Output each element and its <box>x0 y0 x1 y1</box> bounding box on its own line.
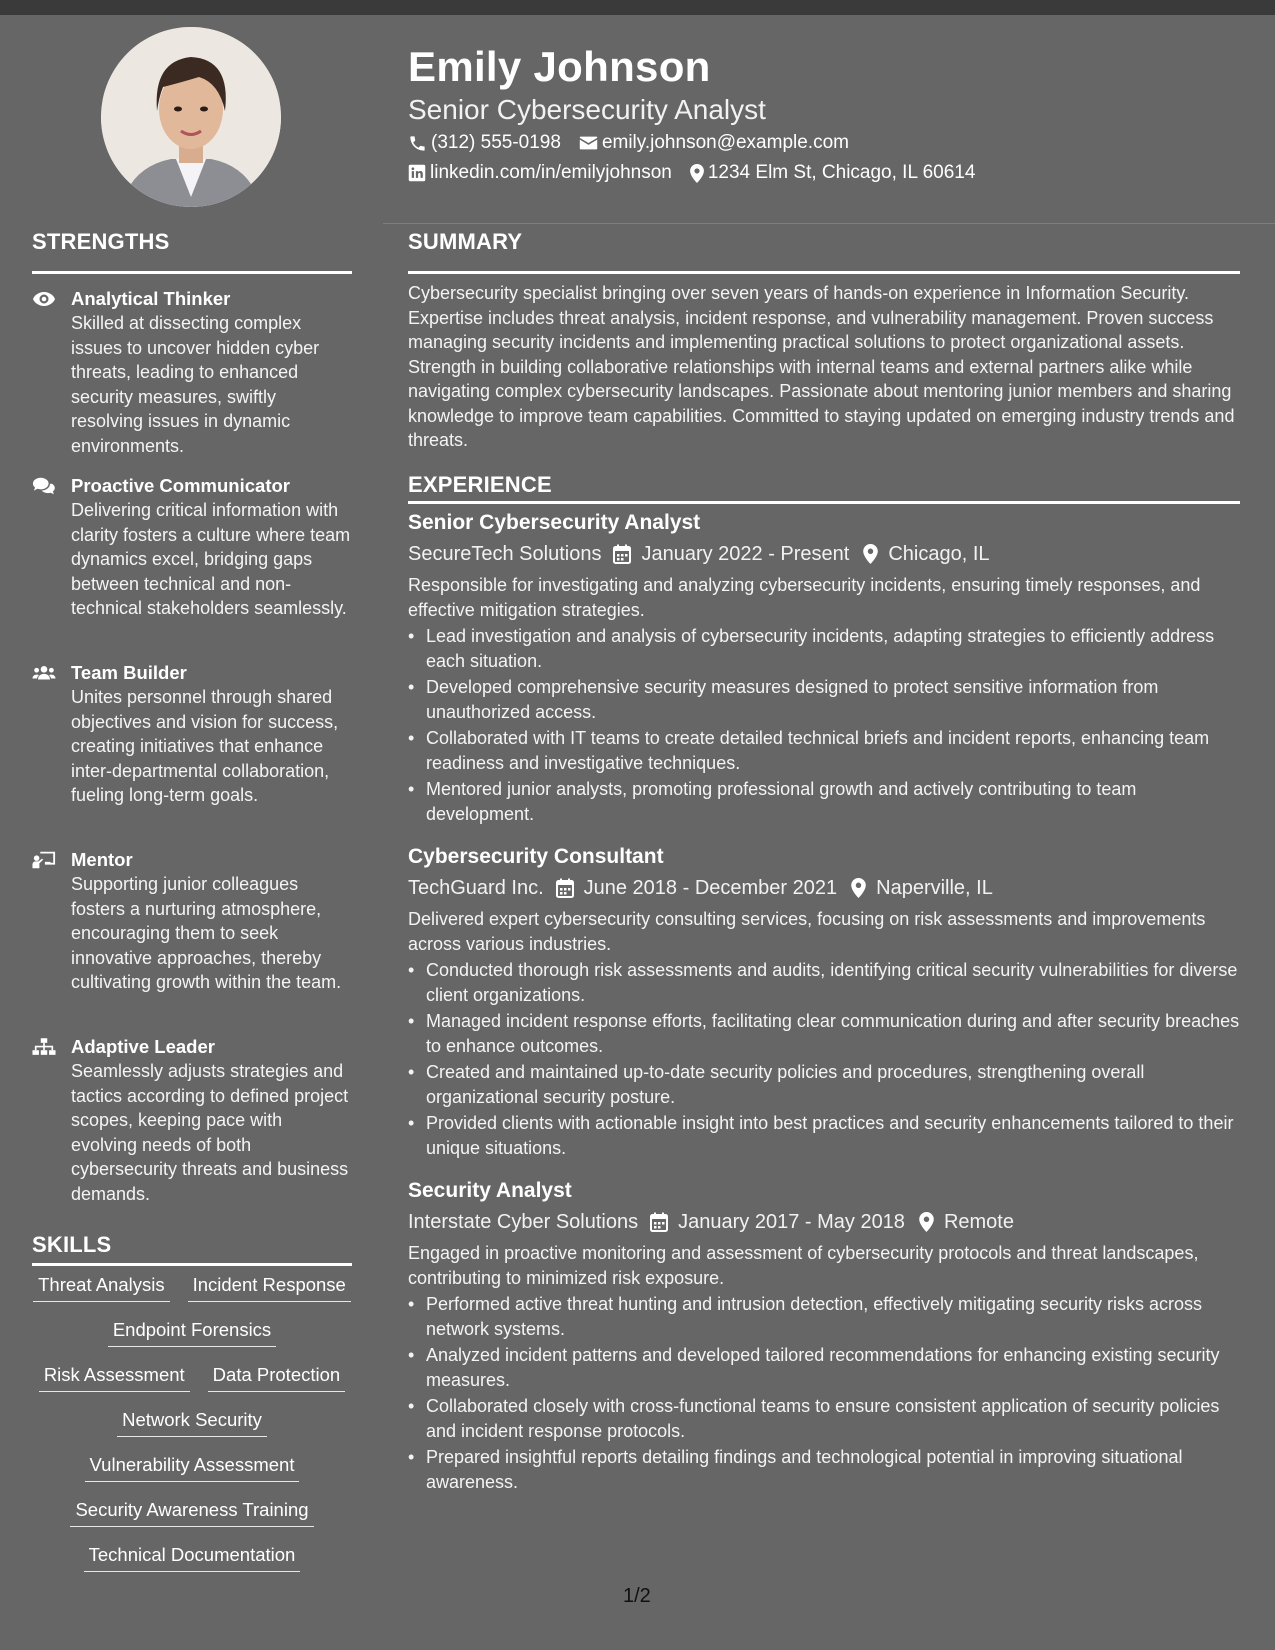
skills-heading: SKILLS <box>32 1232 112 1257</box>
job-dates: January 2022 - Present <box>641 543 850 565</box>
map-marker-icon <box>690 164 704 183</box>
strength-title: Analytical Thinker <box>71 288 231 309</box>
strength-item <box>32 848 352 995</box>
strength-desc: Unites personnel through shared objectives and vision for success, creating initiatives that enhance inter-departmental collaboration, fueling long-term goals. <box>71 687 339 805</box>
job-description: Responsible for investigating and analyzing cybersecurity incidents, ensuring timely responses, and effective mitigation strategies. <box>408 575 1201 620</box>
strength-desc: Supporting junior colleagues fosters a nurturing atmosphere, encouraging them to seek innovative approaches, thereby cultivating growth within the team. <box>71 874 342 992</box>
job-title: Cybersecurity Consultant <box>408 845 664 868</box>
skill-row <box>32 1498 352 1543</box>
job-bullet: • Mentored junior analysts, promoting professional growth and actively contributing to team development. <box>426 777 1244 826</box>
experience-heading: EXPERIENCE <box>408 472 552 497</box>
strengths-heading: STRENGTHS <box>32 229 170 254</box>
strength-item <box>32 287 352 458</box>
job-bullets <box>408 1292 1244 1494</box>
job-meta <box>408 539 1244 569</box>
job-bullets <box>408 958 1244 1160</box>
job-title: Security Analyst <box>408 1179 572 1202</box>
job-bullet: • Developed comprehensive security measures designed to protect sensitive information from unauthorized access. <box>426 675 1244 724</box>
phone-text: (312) 555-0198 <box>431 132 561 153</box>
job-description: Engaged in proactive monitoring and assessment of cybersecurity protocols and threat landscapes, contributing to minimized risk exposure. <box>408 1243 1199 1288</box>
job-bullet: • Provided clients with actionable insight into best practices and security enhancements tailored to their unique situations. <box>426 1111 1244 1160</box>
job-company: TechGuard Inc. <box>408 877 544 899</box>
job-dates: January 2017 - May 2018 <box>678 1211 905 1233</box>
strengths-rule <box>32 271 352 274</box>
phone-contact <box>408 131 561 155</box>
envelope-icon <box>579 135 598 151</box>
strength-title: Mentor <box>71 849 133 870</box>
summary-text: Cybersecurity specialist bringing over seven years of hands-on experience in Information Security. Expertise includes threat analysis, incident response, and vulnerability management. Proven success managing security incidents and implementing practical solutions to protect organizational assets. Strength in building collaborative relationships with internal teams and external partners alike while navigating complex cybersecurity landscapes. Passionate about mentoring junior members and sharing knowledge to improve team capabilities. Committed to staying updated on emerging industry trends and threats. <box>408 283 1235 450</box>
job-company: Interstate Cyber Solutions <box>408 1211 639 1233</box>
job-bullet: • Prepared insightful reports detailing findings and technological potential in improving situational awareness. <box>426 1445 1244 1494</box>
email-text: emily.johnson@example.com <box>601 132 849 153</box>
map-marker-icon <box>919 1212 934 1232</box>
map-marker-icon <box>863 544 878 564</box>
candidate-name: Emily Johnson <box>408 43 711 90</box>
job-title: Senior Cybersecurity Analyst <box>408 511 701 534</box>
job-location: Naperville, IL <box>876 877 993 899</box>
calendar-icon <box>650 1212 668 1232</box>
address-contact <box>690 161 976 185</box>
skills-rule <box>32 1263 352 1266</box>
calendar-icon <box>613 544 631 564</box>
skill-tag: Endpoint Forensics <box>108 1318 276 1347</box>
address-text: 1234 Elm St, Chicago, IL 60614 <box>707 162 976 183</box>
strength-desc: Delivering critical information with clarity fosters a culture where team dynamics excel, bridging gaps between technical and non-technical stakeholders seamlessly. <box>71 500 351 618</box>
candidate-title: Senior Cybersecurity Analyst <box>408 94 766 125</box>
summary-heading: SUMMARY <box>408 229 523 254</box>
job-bullet: • Created and maintained up-to-date security policies and procedures, strengthening overall organizational security posture. <box>426 1060 1244 1109</box>
skill-tag: Technical Documentation <box>84 1543 301 1572</box>
linkedin-text: linkedin.com/in/emilyjohnson <box>430 162 672 183</box>
strength-title: Proactive Communicator <box>71 475 290 496</box>
email-contact[interactable] <box>579 131 849 155</box>
job-meta <box>408 873 1244 903</box>
summary-rule <box>408 271 1240 274</box>
skill-row <box>32 1453 352 1498</box>
strength-item <box>32 474 352 621</box>
comments-icon <box>32 476 56 496</box>
job-dates: June 2018 - December 2021 <box>583 877 838 899</box>
skill-row <box>32 1273 352 1318</box>
skill-tag: Security Awareness Training <box>70 1498 313 1527</box>
job-bullet: • Analyzed incident patterns and developed tailored recommendations for enhancing existing security measures. <box>426 1343 1244 1392</box>
skill-tag: Data Protection <box>208 1363 346 1392</box>
job-meta <box>408 1207 1244 1237</box>
map-marker-icon <box>851 878 866 898</box>
job-bullet: • Conducted thorough risk assessments and audits, identifying critical security vulnerabilities for diverse client organizations. <box>426 958 1244 1007</box>
job-bullet: • Performed active threat hunting and intrusion detection, effectively mitigating security risks across network systems. <box>426 1292 1244 1341</box>
job-location: Chicago, IL <box>888 543 990 565</box>
skill-tag: Incident Response <box>188 1273 351 1302</box>
job-bullet: • Collaborated closely with cross-functional teams to ensure consistent application of security policies and incident response protocols. <box>426 1394 1244 1443</box>
job-location: Remote <box>943 1211 1014 1233</box>
resume-page <box>0 15 1275 1650</box>
contact-row-2 <box>408 161 993 185</box>
skill-tag: Network Security <box>117 1408 267 1437</box>
job-description: Delivered expert cybersecurity consulting services, focusing on risk assessments and improvements across various industries. <box>408 909 1206 954</box>
contact-row-1 <box>408 131 867 155</box>
profile-photo <box>101 27 281 207</box>
job-bullet: • Managed incident response efforts, facilitating clear communication during and after security breaches to enhance outcomes. <box>426 1009 1244 1058</box>
chalkboard-teacher-icon <box>32 850 56 870</box>
job-entry <box>408 843 1244 1162</box>
calendar-icon <box>556 878 574 898</box>
skills-list <box>32 1273 352 1588</box>
header-divider <box>383 223 1275 224</box>
users-icon <box>32 663 56 683</box>
skill-row <box>32 1408 352 1453</box>
linkedin-icon <box>408 164 426 182</box>
page-number: 1/2 <box>623 1585 651 1607</box>
skill-tag: Threat Analysis <box>33 1273 169 1302</box>
experience-rule <box>408 501 1240 504</box>
strength-desc: Seamlessly adjusts strategies and tactics according to defined project scopes, keeping pace with evolving needs of both cybersecurity threats and business demands. <box>71 1061 349 1204</box>
skill-row <box>32 1543 352 1588</box>
strength-item <box>32 1035 352 1206</box>
job-entry <box>408 1177 1244 1496</box>
linkedin-contact[interactable] <box>408 161 672 185</box>
eye-icon <box>32 289 56 309</box>
strength-title: Adaptive Leader <box>71 1036 215 1057</box>
sitemap-icon <box>32 1037 56 1057</box>
strength-desc: Skilled at dissecting complex issues to uncover hidden cyber threats, leading to enhanced security measures, swiftly resolving issues in dynamic environments. <box>71 313 320 456</box>
job-bullet: • Lead investigation and analysis of cybersecurity incidents, adapting strategies to efficiently address each situation. <box>426 624 1244 673</box>
skill-row <box>32 1363 352 1408</box>
job-entry <box>408 509 1244 828</box>
top-bar <box>0 0 1275 15</box>
strength-item <box>32 661 352 808</box>
job-company: SecureTech Solutions <box>408 543 602 565</box>
skill-tag: Risk Assessment <box>39 1363 190 1392</box>
job-bullet: • Collaborated with IT teams to create detailed technical briefs and incident reports, enhancing team readiness and investigative techniques. <box>426 726 1244 775</box>
skill-tag: Vulnerability Assessment <box>85 1453 300 1482</box>
strength-title: Team Builder <box>71 662 187 683</box>
skill-row <box>32 1318 352 1363</box>
job-bullets <box>408 624 1244 826</box>
phone-icon <box>408 134 427 153</box>
